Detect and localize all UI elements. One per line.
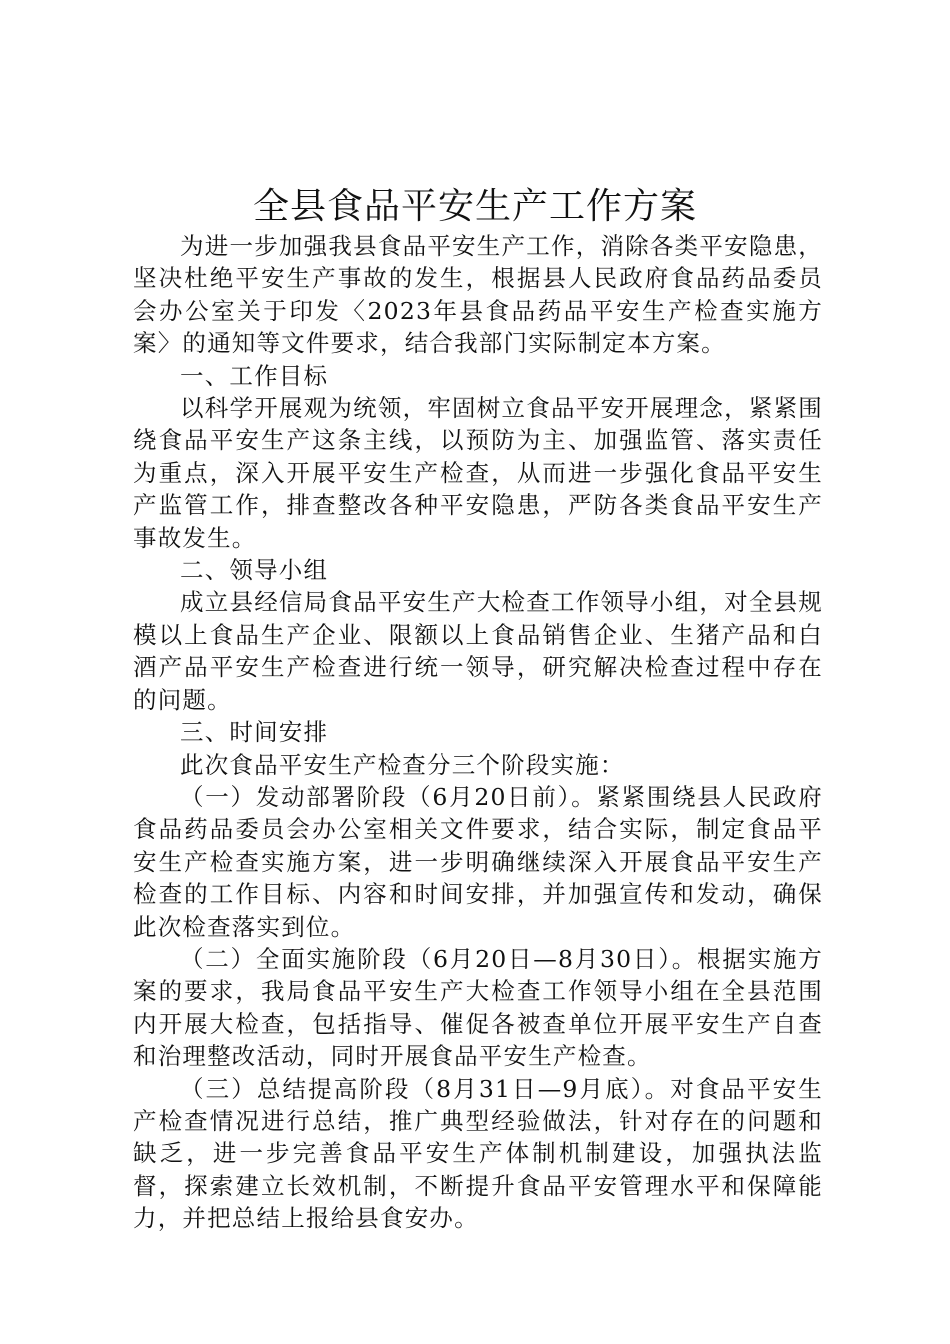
section-heading-schedule: 三、时间安排 [180, 718, 329, 747]
schedule-intro-paragraph: 此次食品平安生产检查分三个阶段实施： [180, 750, 625, 779]
intro-paragraph: 为进一步加强我县食品平安生产工作，消除各类平安隐患，坚决杜绝平安生产事故的发生，根据县人民政府食品药品委员会办公室关于印发〈2023年县食品药品平安生产检查实施方案〉的通知等文件要求，结合我部门实际制定本方案。 [133, 232, 823, 358]
document-body [133, 230, 823, 1235]
leadership-paragraph: 成立县经信局食品平安生产大检查工作领导小组，对全县规模以上食品生产企业、限额以上食品销售企业、生猪产品和白酒产品平安生产检查进行统一领导，研究解决检查过程中存在的问题。 [133, 588, 823, 714]
document-title: 全县食品平安生产工作方案 [252, 186, 697, 227]
section-heading-leadership: 二、领导小组 [180, 556, 329, 585]
phase-two-paragraph: （二）全面实施阶段（6月20日—8月30日）。根据实施方案的要求，我局食品平安生产大检查工作领导小组在全县范围内开展大检查，包括指导、催促各被查单位开展平安生产自查和治理整改活动，同时开展食品平安生产检查。 [133, 944, 823, 1071]
section-heading-goals: 一、工作目标 [180, 361, 329, 390]
phase-three-paragraph: （三）总结提高阶段（8月31日—9月底）。对食品平安生产检查情况进行总结，推广典型经验做法，针对存在的问题和缺乏，进一步完善食品平安生产体制机制建设，加强执法监督，探索建立长效机制，不断提升食品平安管理水平和保障能力，并把总结上报给县食安办。 [133, 1074, 823, 1233]
phase-one-paragraph: （一）发动部署阶段（6月20日前）。紧紧围绕县人民政府食品药品委员会办公室相关文件要求，结合实际，制定食品平安生产检查实施方案，进一步明确继续深入开展食品平安生产检查的工作目标、内容和时间安排，并加强宣传和发动，确保此次检查落实到位。 [133, 782, 823, 941]
goals-paragraph: 以科学开展观为统领，牢固树立食品平安开展理念，紧紧围绕食品平安生产这条主线，以预防为主、加强监管、落实责任为重点，深入开展平安生产检查，从而进一步强化食品平安生产监管工作，排查整改各种平安隐患，严防各类食品平安生产事故发生。 [133, 394, 823, 552]
